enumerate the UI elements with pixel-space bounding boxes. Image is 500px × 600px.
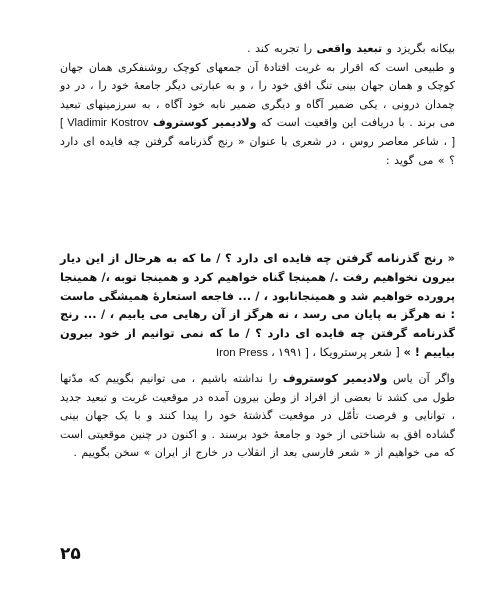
- paragraph-1: [60, 40, 455, 170]
- paragraph-1-lead-bold: تبعید واقعی: [316, 42, 383, 55]
- paragraph-1-author-latin: [ Vladimir Kostrov ]: [60, 117, 455, 148]
- poem-citation: [ شعر پرسترویکا ،: [308, 344, 404, 359]
- paragraph-1-lead: بیکانه بگریزد و: [382, 42, 455, 55]
- paragraph-3-rest: را نداشته باشیم ، می توانیم بگوییم که مدّتها طول می کشد تا بعضی از افراد از وطن بیرون آمده در موقعیت غربت و تبعید جدید ، توانایی و فرصت تأمّل در موقعیت گذشتهٔ خود را پیدا کنند و با یک جهان بینی گشاده افق به شناختی از خود و جامعهٔ خود برسند . و اکنون در چنین موقعیتی است که می خواهیم از « شعر فارسی بعد از انقلاب در خارج از ایران » سخن بگوییم .: [60, 372, 455, 460]
- poem-quote-text: « رنج گذرنامه گرفتن چه فایده ای دارد ؟ / ما که به هرحال از این دیار بیرون نخواهیم رفت ./ همینجا گناه خواهیم کرد و همینجا توبه ،/ همینجا پرورده خواهیم شد و همینجانابود ، / ... فاجعه استعارهٔ همیشگی ماست : نه هرگز به پایان می رسد ، نه هرگز از آن رهایی می یابیم ، / ... رنج گذرنامه گرفتن چه فایده ای دارد ؟ / ما که نمی توانیم از خود بیرون بیاییم ! »: [60, 251, 455, 359]
- paragraph-1-author-name: ولادیمیر کوستروف: [152, 116, 257, 130]
- paragraph-3-start: واگر آن یاس: [387, 372, 455, 385]
- page-number: ۲۵: [60, 544, 81, 564]
- paragraph-1-body-end: ، شاعر معاصر روس ، در شعری با عنوان « رنج گذرنامه گرفتن چه فایده ای دارد ؟ » می گوید :: [60, 134, 455, 167]
- poem-citation-latin: Iron Press ، ۱۹۹۱ ]: [216, 346, 309, 359]
- poem-quote: [60, 249, 455, 363]
- paragraph-3-author-name: ولادیمیر کوستروف: [282, 372, 388, 385]
- paragraph-1-body-start: و طبیعی است که اقرار به غربت افتادهٔ آن جمعهای کوچک روشنفکری همان جهان کوچک و همان جهان بینی تنگ افق خود را ، و به عبارتی دیگر جامعهٔ خود را ، در دو چمدان درونی ، یکی ضمیر آگاه و دیگری ضمیر نابه خود آگاه ، به سرزمینهای تبعید می برند . با دریافت این واقعیت است که: [60, 60, 455, 130]
- paragraph-3: [60, 370, 455, 463]
- paragraph-1-lead-tail: را تجربه کند .: [247, 42, 317, 55]
